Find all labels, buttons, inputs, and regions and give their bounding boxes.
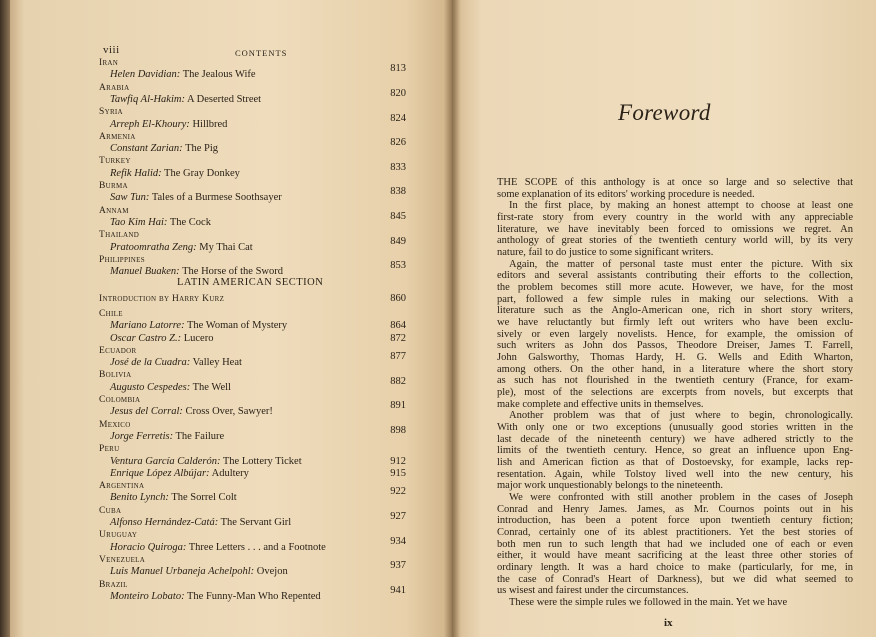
entry-author: Saw Tun: <box>110 192 150 204</box>
entry-author: Augusto Cespedes: <box>110 381 191 393</box>
foreword-line: make complete and effective units in themselves. <box>497 398 704 410</box>
toc-entry <box>110 94 261 106</box>
foreword-line: the case of Conrad's Heart of Darkness), but we did what seemed to <box>497 573 853 585</box>
entry-title: Hillbred <box>189 118 228 130</box>
foreword-line: nature, fail to do justice to some significant writers. <box>497 247 714 259</box>
foreword-line: sively or even largely novelists. Hence, for example, the omission of <box>497 328 853 340</box>
entry-author: José de la Cuadra: <box>110 357 191 369</box>
foreword-line: some explanation of its editors' working procedure is needed. <box>497 188 755 200</box>
foreword-line: resentation. Again, while Tolstoy lived well into the new century, his <box>497 468 853 480</box>
entry-author: Manuel Buaken: <box>110 266 180 278</box>
foreword-line: These were the simple rules we followed in the main. Yet we have <box>509 597 788 609</box>
toc-page-number: 898 <box>390 424 406 436</box>
foreword-line: major work unquestionably belongs to the nineteenth. <box>497 480 723 492</box>
toc-page-number: 872 <box>390 332 406 344</box>
toc-page-number: 937 <box>390 560 406 572</box>
entry-author: Jorge Ferretis: <box>110 430 174 442</box>
toc-entry <box>110 69 256 81</box>
toc-entry <box>110 357 242 369</box>
entry-author: Helen Davidian: <box>110 69 181 81</box>
entry-author: Horacio Quiroga: <box>110 541 187 553</box>
entry-title: The Horse of the Sword <box>179 266 284 278</box>
toc-entry <box>110 119 227 131</box>
entry-author: Luis Manuel Urbaneja Achelpohl: <box>110 566 255 578</box>
toc-entry <box>110 168 240 180</box>
foreword-line: literature such as the Anglo-American one, rich in short story writers, <box>497 305 853 317</box>
foreword-line: Again, the matter of personal taste must enter the picture. With six <box>509 258 853 270</box>
toc-country: Chile <box>99 308 123 319</box>
entry-title: Lucero <box>181 332 214 344</box>
toc-entry <box>110 266 283 278</box>
foreword-line: first-rate story from every country in the world with any appreciable <box>497 212 853 223</box>
toc-entry <box>110 217 211 229</box>
foreword-line: either, it would have meant sacrificing at the least three other stories of <box>497 550 853 562</box>
toc-entry <box>110 431 224 443</box>
toc-entry <box>110 566 288 578</box>
foreword-line: ple), most of the selections are excerpts from novels, but excerpts that <box>497 387 853 399</box>
entry-title: A Deserted Street <box>184 93 262 105</box>
intro-entry: Introduction by Harry Kurz <box>99 293 225 304</box>
entry-author: Mariano Latorre: <box>110 320 185 332</box>
entry-title: Adultery <box>209 467 249 479</box>
entry-author: Jesus del Corral: <box>110 406 183 418</box>
toc-country: Arabia <box>99 82 130 93</box>
entry-title: Valley Heat <box>190 357 242 369</box>
toc-country: Argentina <box>99 481 145 492</box>
toc-country: Thailand <box>99 230 140 241</box>
entry-title: Ovejon <box>254 566 288 578</box>
toc-country: Philippines <box>99 254 145 265</box>
toc-page-number: 927 <box>390 511 406 522</box>
entry-author: Oscar Castro Z.: <box>110 332 182 344</box>
toc-country: Uruguay <box>99 530 138 541</box>
foreword-line: we have reluctantly but firmly left out writers who have been exclu- <box>497 317 853 329</box>
toc-entry <box>110 456 302 468</box>
foreword-line: Conrad, certainly one of its ablest practitioners. Yet the best stories of <box>497 527 853 539</box>
entry-author: Enrique López Albújar: <box>110 467 210 479</box>
toc-page-number: 941 <box>390 584 406 596</box>
running-head: CONTENTS <box>235 48 288 58</box>
entry-title: Three Letters . . . and a Footnote <box>186 541 326 553</box>
entry-title: Tales of a Burmese Soothsayer <box>149 192 282 204</box>
toc-entry <box>110 406 273 418</box>
toc-page-number: 864 <box>390 320 406 332</box>
toc-page-number: 882 <box>390 375 406 387</box>
foreword-line: anthology of great stories of the twentieth century world will, by its very <box>497 235 853 247</box>
section-heading: LATIN AMERICAN SECTION <box>177 277 324 289</box>
toc-entry <box>110 320 287 332</box>
toc-country: Burma <box>99 181 128 191</box>
toc-country: Annam <box>99 205 129 216</box>
foreword-page <box>452 0 876 637</box>
toc-country: Colombia <box>99 395 141 405</box>
foreword-line: ordinary length. It was a hard choice to make (particularly, for me, in <box>497 562 853 574</box>
foreword-line: introduction, has been a potent force upon twentieth century fiction; <box>497 515 853 527</box>
toc-page-number: 860 <box>390 292 406 304</box>
toc-entry <box>110 333 213 345</box>
entry-author: Benito Lynch: <box>110 492 169 504</box>
toc-page-number: 934 <box>390 535 406 547</box>
foreword-line: editors and several assistants contributing their efforts to the collection, <box>497 270 853 282</box>
foreword-line: With only one or two exceptions (unusually good stories written in the <box>497 422 853 434</box>
toc-page-number: 826 <box>390 137 406 149</box>
foreword-line: part, followed a few simple rules in making our selections. With a <box>497 293 853 305</box>
foreword-line: literature, we have inevitably been forced to omissions we regret. An <box>497 223 853 235</box>
entry-title: The Cock <box>167 216 211 228</box>
foreword-line: the problem becomes still more acute. However, we have, for the most <box>497 282 853 294</box>
toc-country: Cuba <box>99 505 122 516</box>
toc-page-number: 922 <box>390 486 406 498</box>
entry-title: The Funny-Man Who Repented <box>184 590 321 602</box>
foreword-line: Conrad and Henry James. James, as Mr. Cournos points out in his <box>497 503 853 515</box>
left-page-number: viii <box>103 44 120 56</box>
entry-author: Tawfiq Al-Hakim: <box>110 93 185 105</box>
book-spine-shadow <box>444 0 460 637</box>
entry-author: Refik Halid: <box>110 167 162 179</box>
entry-author: Tao Kim Hai: <box>110 216 168 228</box>
toc-entry <box>110 517 291 529</box>
page-edge <box>0 0 10 637</box>
toc-entry <box>110 143 218 155</box>
entry-title: The Servant Girl <box>218 517 292 528</box>
toc-page-number: 820 <box>390 87 406 99</box>
foreword-line: In the first place, by making an honest attempt to choose at least one <box>509 200 853 212</box>
entry-title: The Well <box>190 381 231 393</box>
toc-country: Bolivia <box>99 370 132 381</box>
toc-country: Brazil <box>99 579 128 590</box>
foreword-line: Another problem was that of just where to begin, chronologically. <box>509 410 853 422</box>
entry-title: The Jealous Wife <box>180 69 256 81</box>
toc-page-number: 849 <box>390 235 406 247</box>
toc-country: Peru <box>99 444 120 455</box>
entry-title: The Woman of Mystery <box>184 320 288 332</box>
entry-author: Ventura García Calderón: <box>110 455 221 467</box>
entry-title: Cross Over, Sawyer! <box>182 406 273 418</box>
toc-entry <box>110 492 237 504</box>
foreword-line: We were confronted with still another problem in the cases of Joseph <box>509 492 853 504</box>
toc-country: Venezuela <box>99 554 146 565</box>
foreword-line: THE SCOPE of this anthology is at once so large and so selective that <box>497 177 853 188</box>
toc-page-number: 912 <box>390 455 406 467</box>
foreword-line: lish and American fiction as that of Dostoevsky, for example, lacks rep- <box>497 457 853 469</box>
toc-page-number: 877 <box>390 351 406 363</box>
entry-title: My Thai Cat <box>196 241 253 253</box>
foreword-line: John Galsworthy, Thomas Hardy, H. G. Wells and Edith Wharton, <box>497 352 853 364</box>
entry-title: The Pig <box>182 143 219 155</box>
toc-country: Turkey <box>99 156 131 167</box>
toc-page-number: 845 <box>390 210 406 222</box>
foreword-line: last decade of the nineteenth century) we have adhered strictly to the <box>497 433 853 445</box>
entry-author: Alfonso Hernández-Catá: <box>110 517 219 528</box>
toc-country: Iran <box>99 58 119 68</box>
foreword-title: Foreword <box>618 100 711 125</box>
entry-author: Pratoomratha Zeng: <box>110 241 197 253</box>
foreword-line: as such has not flourished in the twentieth century (France, for exam- <box>497 375 853 387</box>
entry-author: Arreph El-Khoury: <box>110 118 190 130</box>
toc-entry <box>110 542 326 554</box>
entry-author: Monteiro Lobato: <box>110 590 185 602</box>
toc-page-number: 833 <box>390 161 406 173</box>
foreword-line: limits of the twentieth century. Hence, so great an influence upon Eng- <box>497 445 853 457</box>
toc-page-number: 813 <box>390 63 406 75</box>
entry-title: The Lottery Ticket <box>220 455 302 467</box>
foreword-line: among others. On the other hand, in a literature where the short story <box>497 363 853 375</box>
toc-page-number: 915 <box>390 467 406 479</box>
toc-page-number: 824 <box>390 112 406 124</box>
toc-entry <box>110 591 321 603</box>
toc-page-number: 891 <box>390 400 406 412</box>
toc-country: Syria <box>99 107 123 118</box>
foreword-line: both men run to such length that had we included one of each or even <box>497 538 853 550</box>
toc-page-number: 853 <box>390 260 406 272</box>
entry-title: The Sorrel Colt <box>168 492 237 504</box>
toc-country: Armenia <box>99 131 136 142</box>
entry-author: Constant Zarian: <box>110 143 183 155</box>
toc-country: Mexico <box>99 419 131 430</box>
toc-entry <box>110 468 249 480</box>
foreword-line: such writers as John dos Passos, Theodore Dreiser, James T. Farrell, <box>497 340 853 352</box>
toc-entry <box>110 192 282 204</box>
entry-title: The Gray Donkey <box>161 167 240 179</box>
toc-entry <box>110 382 231 394</box>
foreword-line: us wisest and fairest under the circumstances. <box>497 585 689 597</box>
entry-title: The Failure <box>173 430 225 442</box>
toc-page-number: 838 <box>390 186 406 198</box>
toc-entry <box>110 242 253 254</box>
right-page-number: ix <box>664 617 673 629</box>
toc-country: Ecuador <box>99 345 137 356</box>
